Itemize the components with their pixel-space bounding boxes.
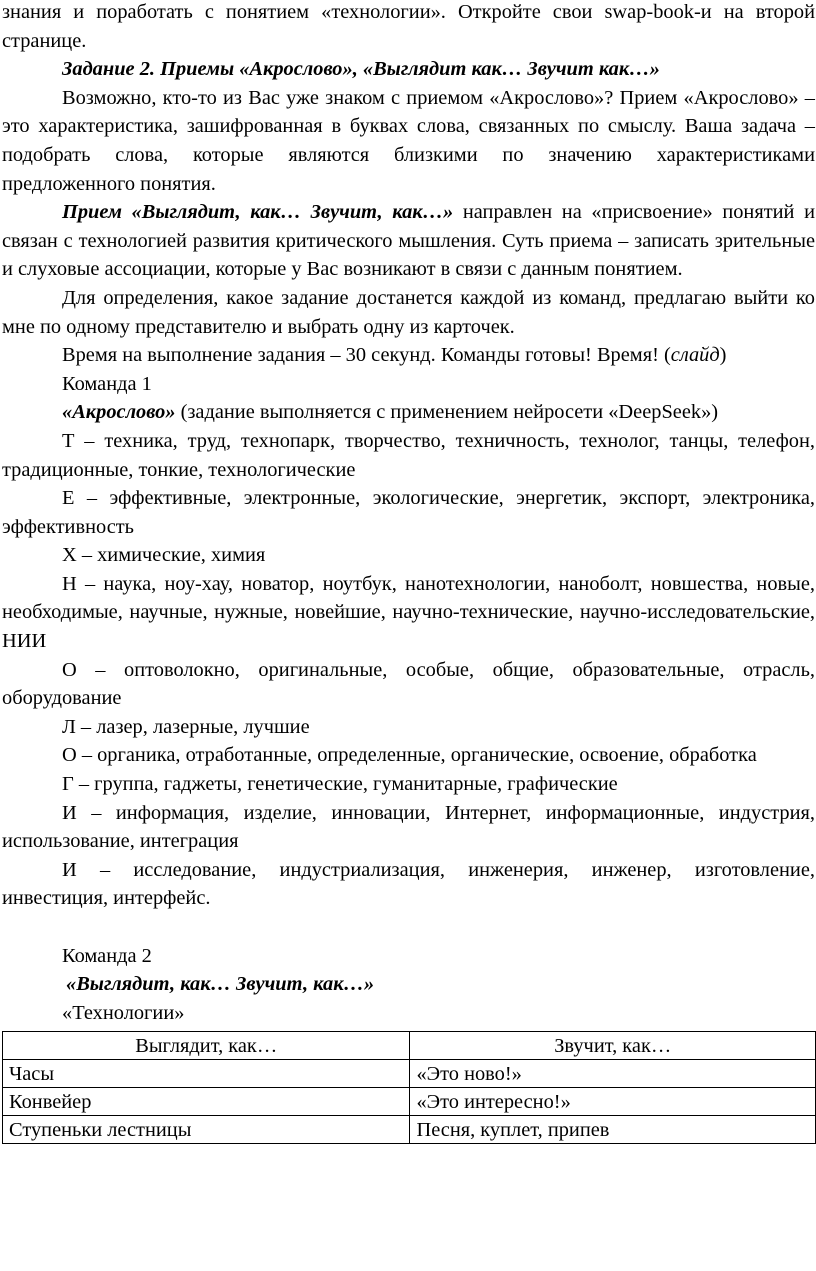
acrostic-line: И – исследование, индустриализация, инженерия, инженер, изготовление, инвестиция, интерфейс. — [2, 858, 815, 910]
acrostic-line: О – оптоволокно, оригинальные, особые, общие, образовательные, отрасль, оборудование — [2, 658, 815, 710]
column-header-looks: Выглядит, как… — [3, 1032, 410, 1060]
acroslovo-task-line — [2, 398, 815, 427]
table-cell: Часы — [3, 1060, 410, 1088]
time-paragraph — [2, 341, 815, 370]
blank-line — [2, 913, 815, 942]
acroslovo-note: (задание выполняется с применением нейросети «DeepSeek») — [175, 401, 719, 424]
acroslovo-description: Возможно, кто-то из Вас уже знаком с приемом «Акрослово»? Прием «Акрослово» – это характеристика, зашифрованная в буквах слова, связанных по смыслу. Ваша задача – подобрать слова, которые являются близкими по значению характеристиками предложенного понятия. — [2, 86, 815, 195]
acrostic-line: Е – эффективные, электронные, экологические, энергетик, экспорт, электроника, эффективность — [2, 487, 815, 538]
team2-task-title: «Выглядит, как… Звучит, как…» — [66, 973, 375, 996]
acrostic-list — [2, 427, 815, 913]
acrostic-line: О – органика, отработанные, определенные, органические, освоение, обработка — [62, 744, 757, 767]
team1-label: Команда 1 — [62, 372, 152, 395]
acrostic-line: Т – техника, труд, технопарк, творчество, техничность, технолог, танцы, телефон, традиционные, тонкие, технологические — [2, 429, 815, 481]
table-cell: Конвейер — [3, 1088, 410, 1116]
table-cell: «Это интересно!» — [410, 1088, 816, 1116]
table-cell: Песня, куплет, припев — [410, 1116, 816, 1144]
acrostic-line: Х – химические, химия — [62, 544, 266, 567]
intro-paragraph: знания и поработать с понятием «технологии». Откройте свои swap-book-и на второй странице. — [2, 1, 815, 52]
table-cell: Ступеньки лестницы — [3, 1116, 410, 1144]
task2-heading: Задание 2. Приемы «Акрослово», «Выглядит как… Звучит как…» — [62, 58, 660, 81]
associations-table — [2, 1031, 816, 1144]
column-header-sounds: Звучит, как… — [410, 1032, 816, 1060]
looks-sounds-description — [2, 198, 815, 284]
table-cell: «Это ново!» — [410, 1060, 816, 1088]
slide-label: слайд — [670, 344, 720, 367]
card-selection-paragraph: Для определения, какое задание достанется каждой из команд, предлагаю выйти ко мне по одному представителю и выбрать одну из карточек. — [2, 286, 815, 338]
looks-sounds-text: направлен на «присвоение» понятий и связан с технологией развития критического мышления. Суть приема – записать зрительные и слуховые ассоциации, которые у Вас возникают в связи с данным понятием. — [2, 201, 815, 281]
acroslovo-title: «Акрослово» — [62, 401, 176, 424]
acrostic-line: И – информация, изделие, инновации, Интернет, информационные, индустрия, использование, интеграция — [2, 801, 815, 853]
table-row — [3, 1060, 816, 1088]
time-text-end: ) — [719, 344, 727, 367]
acrostic-line: Л – лазер, лазерные, лучшие — [62, 715, 310, 738]
acrostic-line: Г – группа, гаджеты, генетические, гуманитарные, графические — [62, 773, 618, 796]
table-header-row — [3, 1032, 816, 1060]
table-row — [3, 1088, 816, 1116]
time-text: Время на выполнение задания – 30 секунд. Команды готовы! Время! ( — [62, 344, 671, 367]
looks-sounds-term: Прием «Выглядит, как… Звучит, как…» — [62, 201, 454, 224]
table-row — [3, 1116, 816, 1144]
team2-concept: «Технологии» — [62, 1001, 185, 1024]
team2-label: Команда 2 — [62, 944, 152, 967]
acrostic-line: Н – наука, ноу-хау, новатор, ноутбук, нанотехнологии, наноболт, новшества, новые, необходимые, научные, нужные, новейшие, научно-технические, научно-исследовательские, НИИ — [2, 572, 815, 653]
